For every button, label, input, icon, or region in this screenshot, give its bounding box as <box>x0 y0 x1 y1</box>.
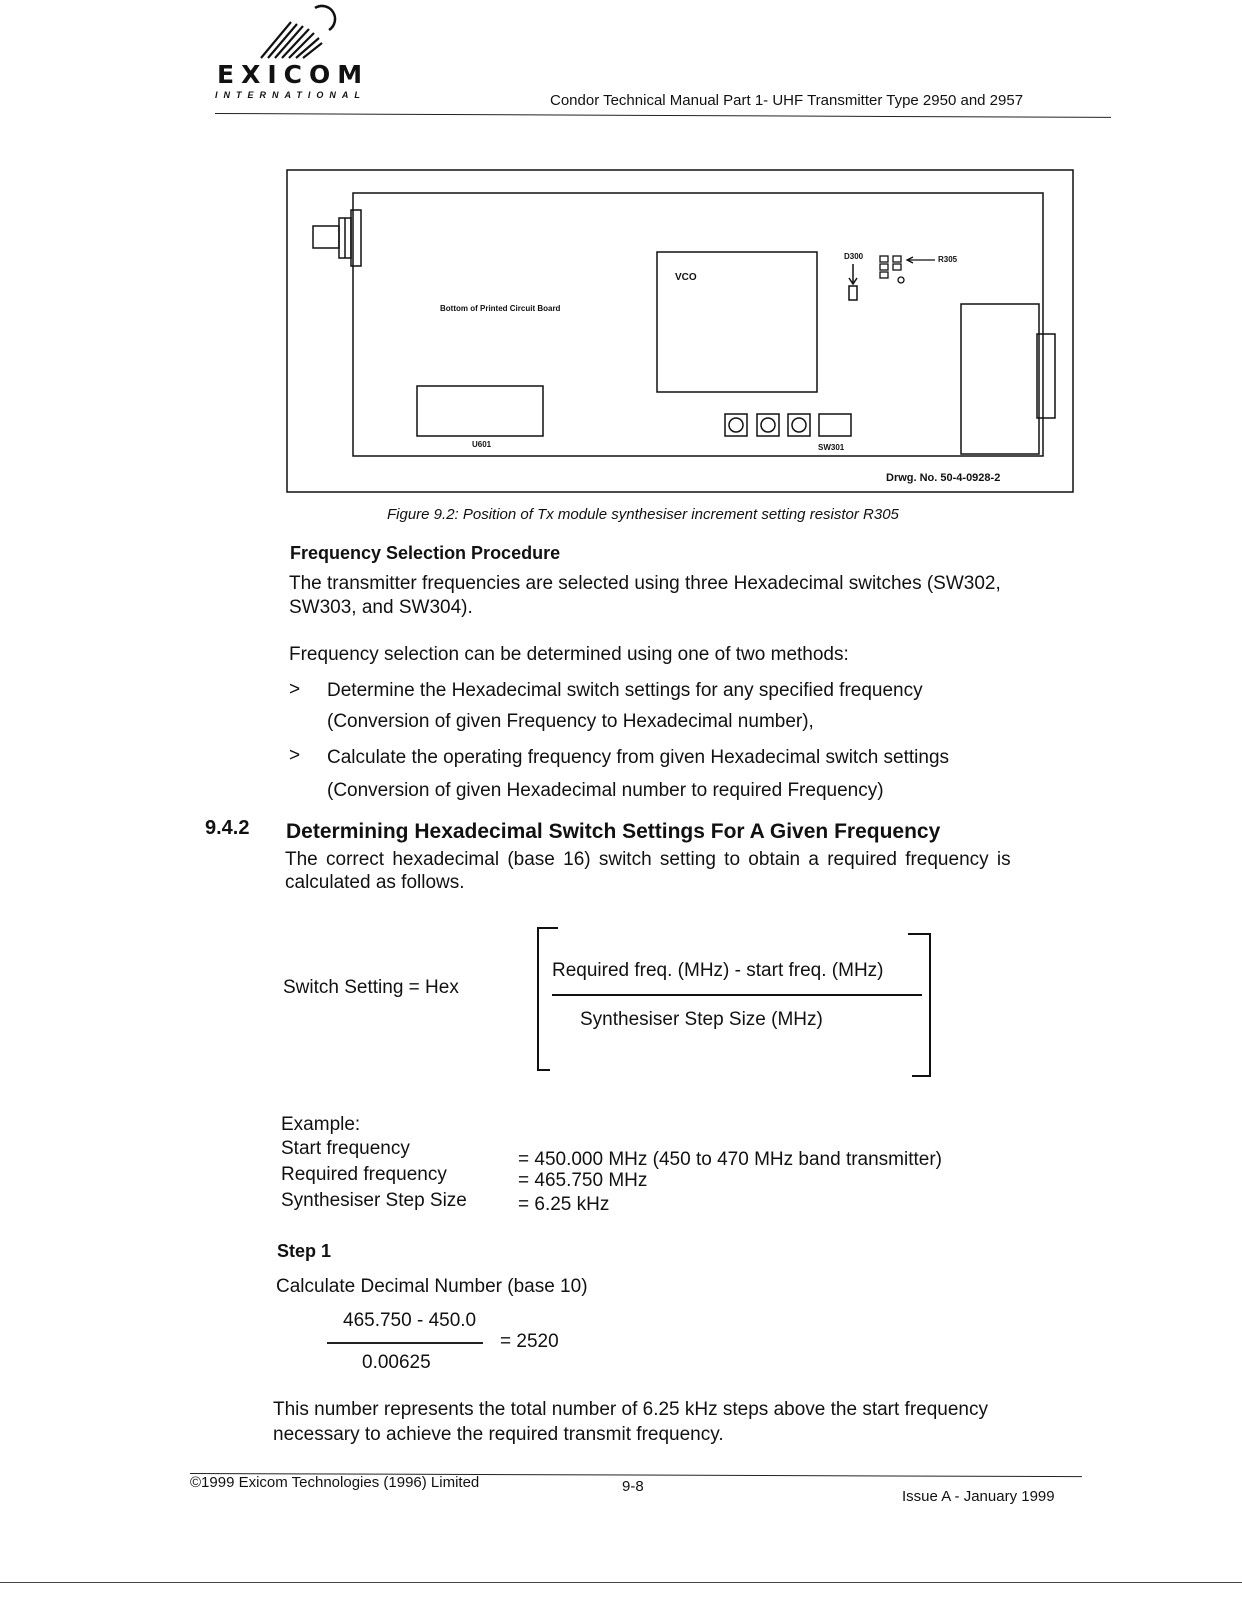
example-name-required: Required frequency <box>281 1164 447 1185</box>
section-title: Determining Hexadecimal Switch Settings For A Given Frequency <box>286 820 941 843</box>
running-header-title: Condor Technical Manual Part 1- UHF Transmitter Type 2950 and 2957 <box>550 92 1024 109</box>
logo-wordmark: EXICOM <box>217 60 370 89</box>
pcb-outline <box>353 193 1043 456</box>
r305-label: R305 <box>938 255 958 264</box>
scan-bottom-rule <box>0 1582 1242 1583</box>
drawing-number: Drwg. No. 50-4-0928-2 <box>886 472 1001 484</box>
step1-subheading: Calculate Decimal Number (base 10) <box>276 1276 588 1297</box>
section-intro-line2: calculated as follows. <box>285 872 465 893</box>
pcb-figure <box>285 168 1095 508</box>
example-value-step: = 6.25 kHz <box>518 1194 610 1215</box>
example-label: Example: <box>281 1114 361 1135</box>
r305-resistor-icon <box>880 256 935 283</box>
example-value-required: = 465.750 MHz <box>518 1170 648 1191</box>
example-value-start: = 450.000 MHz (450 to 470 MHz band transmitter) <box>518 1149 943 1170</box>
formula-brackets <box>530 920 940 1080</box>
step1-heading: Step 1 <box>277 1241 332 1261</box>
logo-subtitle: INTERNATIONAL <box>215 90 366 100</box>
u601-label: U601 <box>472 440 492 449</box>
hex-switches-icon <box>725 414 851 436</box>
header-rule <box>215 113 1111 118</box>
formula-numerator: Required freq. (MHz) - start freq. (MHz) <box>552 960 884 981</box>
example-name-step: Synthesiser Step Size <box>281 1190 467 1211</box>
bullet2-line1: Calculate the operating frequency from given Hexadecimal switch settings <box>327 747 950 768</box>
footer-issue: Issue A - January 1999 <box>902 1488 1055 1505</box>
formula-denominator: Synthesiser Step Size (MHz) <box>580 1009 823 1030</box>
step1-numerator: 465.750 - 450.0 <box>343 1310 477 1331</box>
step1-explain-line1: This number represents the total number of 6.25 kHz steps above the start frequency <box>273 1399 988 1420</box>
exicom-logo-mark <box>255 2 345 60</box>
step1-fraction-bar <box>327 1342 483 1344</box>
edge-connector-icon <box>961 304 1055 454</box>
sw301-label: SW301 <box>818 443 845 452</box>
u601-box <box>417 386 543 436</box>
pcb-board-label: Bottom of Printed Circuit Board <box>440 304 561 313</box>
procedure-heading: Frequency Selection Procedure <box>290 543 561 563</box>
vco-label: VCO <box>675 272 697 283</box>
section-number: 9.4.2 <box>205 817 250 839</box>
step1-denominator: 0.00625 <box>362 1352 431 1373</box>
procedure-para1-line2: SW303, and SW304). <box>289 597 473 618</box>
bullet1-line2: (Conversion of given Frequency to Hexadecimal number), <box>327 711 814 732</box>
rf-connector-icon <box>313 210 361 266</box>
section-intro-line1: The correct hexadecimal (base 16) switch setting to obtain a required frequency is <box>285 849 1011 870</box>
bullet1-marker: > <box>289 679 301 700</box>
formula-lhs: Switch Setting = Hex <box>283 977 459 998</box>
step1-explain-line2: necessary to achieve the required transmit frequency. <box>273 1424 724 1445</box>
procedure-para2: Frequency selection can be determined using one of two methods: <box>289 644 849 665</box>
bullet2-line2: (Conversion of given Hexadecimal number to required Frequency) <box>327 780 884 801</box>
figure-frame <box>287 170 1073 492</box>
figure-caption: Figure 9.2: Position of Tx module synthesiser increment setting resistor R305 <box>387 506 899 523</box>
d300-label: D300 <box>844 252 864 261</box>
footer-copyright: ©1999 Exicom Technologies (1996) Limited <box>190 1474 480 1491</box>
bullet1-line1: Determine the Hexadecimal switch settings for any specified frequency <box>327 680 923 701</box>
footer-page-number: 9-8 <box>622 1478 644 1495</box>
step1-result: = 2520 <box>500 1331 559 1352</box>
example-name-start: Start frequency <box>281 1138 410 1159</box>
d300-diode-icon <box>849 264 857 300</box>
procedure-para1-line1: The transmitter frequencies are selected using three Hexadecimal switches (SW302, <box>289 573 1001 594</box>
bullet2-marker: > <box>289 745 301 766</box>
